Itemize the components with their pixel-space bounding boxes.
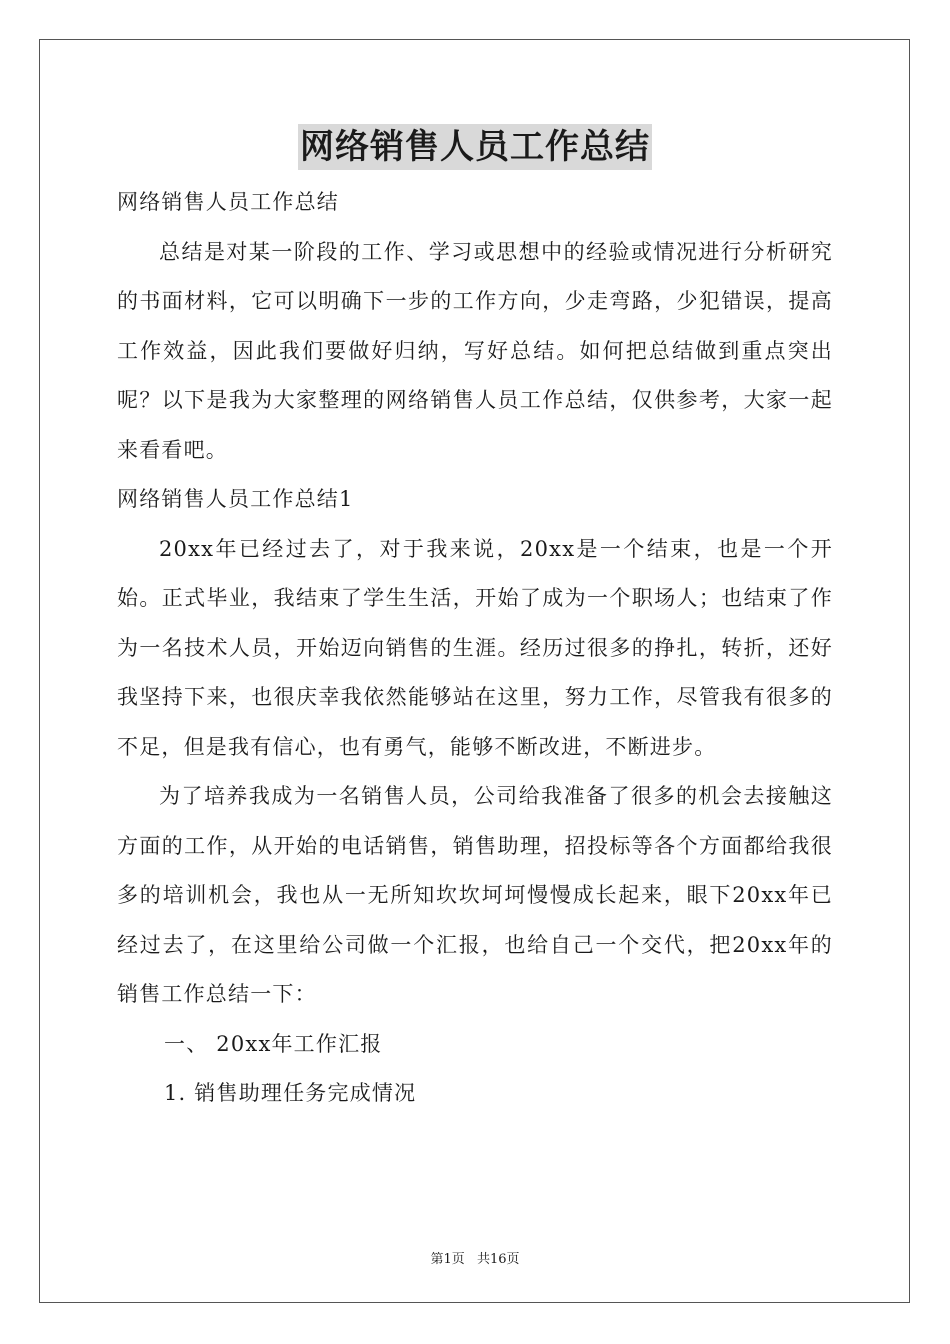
intro-paragraph: 总结是对某一阶段的工作、学习或思想中的经验或情况进行分析研究的书面材料，它可以明确下一步的工作方向，少走弯路，少犯错误，提高工作效益，因此我们要做好归纳，写好总结。如何把总结做到重点突出呢？以下是我为大家整理的网络销售人员工作总结，仅供参考，大家一起来看看吧。 (117, 239, 833, 462)
section-heading: 网络销售人员工作总结1 (117, 487, 354, 511)
page-number: 第1页 (430, 1252, 465, 1267)
page-footer (0, 1248, 950, 1267)
list-heading-1: 一、 20xx年工作汇报 (164, 1031, 383, 1056)
body-paragraph-2: 为了培养我成为一名销售人员，公司给我准备了很多的机会去接触这方面的工作，从开始的电话销售，销售助理，招投标等各个方面都给我很多的培训机会，我也从一无所知坎坎坷坷慢慢成长起来，眼下20xx年已经过去了，在这里给公司做一个汇报，也给自己一个交代，把20xx年的销售工作总结一下： (117, 784, 833, 1006)
page-total: 共16页 (476, 1252, 520, 1267)
document-body (117, 178, 833, 1119)
document-subtitle: 网络销售人员工作总结 (117, 190, 339, 214)
document-title: 网络销售人员工作总结 (298, 124, 652, 170)
list-heading-2: 1. 销售助理任务完成情况 (164, 1081, 417, 1105)
body-paragraph-1: 20xx年已经过去了，对于我来说，20xx是一个结束，也是一个开始。正式毕业，我结束了学生生活，开始了成为一个职场人；也结束了作为一名技术人员，开始迈向销售的生涯。经历过很多的挣扎，转折，还好我坚持下来，也很庆幸我依然能够站在这里，努力工作，尽管我有很多的不足，但是我有信心，也有勇气，能够不断改进，不断进步。 (117, 536, 833, 759)
